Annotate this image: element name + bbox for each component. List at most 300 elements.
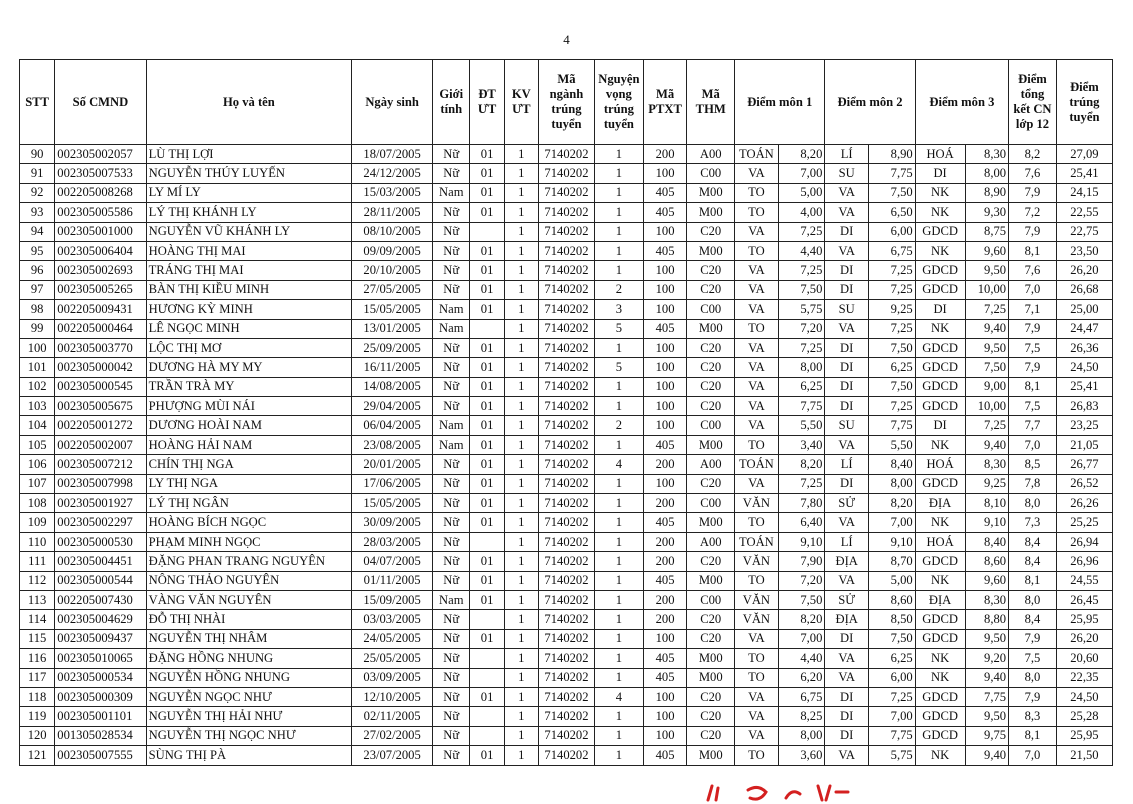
cell-stt: 90	[20, 145, 55, 164]
cell-priority-area: 1	[504, 552, 538, 571]
cell-major-code: 7140202	[538, 222, 594, 241]
cell-subject-1-name: TO	[735, 183, 779, 202]
cell-subject-2-name: VA	[825, 513, 869, 532]
cell-id-number: 002305002693	[55, 261, 146, 280]
header-subject-1-score: Điểm môn 1	[735, 60, 825, 145]
cell-subject-1-name: TO	[735, 668, 779, 687]
cell-wish-order: 1	[594, 552, 643, 571]
cell-subject-2-score: 6,00	[868, 222, 915, 241]
cell-full-name: TRẦN TRÀ MY	[146, 377, 352, 396]
cell-subject-2-score: 7,50	[868, 629, 915, 648]
cell-major-code: 7140202	[538, 649, 594, 668]
cell-admission-score: 22,75	[1056, 222, 1112, 241]
cell-id-number: 002205002007	[55, 435, 146, 454]
cell-major-code: 7140202	[538, 707, 594, 726]
cell-priority-group: 01	[470, 590, 504, 609]
cell-subject-2-name: VA	[825, 571, 869, 590]
cell-birth-date: 03/09/2005	[352, 668, 433, 687]
cell-subject-1-score: 7,00	[778, 629, 825, 648]
cell-priority-area: 1	[504, 649, 538, 668]
cell-subject-3-score: 9,75	[965, 726, 1009, 745]
cell-id-number: 002205000464	[55, 319, 146, 338]
table-row	[20, 164, 1113, 183]
table-row	[20, 397, 1113, 416]
cell-admission-score: 24,55	[1056, 571, 1112, 590]
cell-id-number: 002205001272	[55, 416, 146, 435]
cell-subject-1-name: VA	[735, 629, 779, 648]
cell-gender: Nam	[433, 183, 470, 202]
cell-stt: 113	[20, 590, 55, 609]
cell-subject-3-name: GDCD	[915, 552, 965, 571]
cell-stt: 105	[20, 435, 55, 454]
cell-admission-score: 20,60	[1056, 649, 1112, 668]
cell-id-number: 002305000534	[55, 668, 146, 687]
cell-wish-order: 1	[594, 649, 643, 668]
cell-full-name: HOÀNG HẢI NAM	[146, 435, 352, 454]
cell-subject-3-score: 8,90	[965, 183, 1009, 202]
cell-priority-group: 01	[470, 513, 504, 532]
cell-admission-score: 26,96	[1056, 552, 1112, 571]
cell-method-code: 100	[643, 416, 687, 435]
cell-subject-1-score: 7,50	[778, 590, 825, 609]
cell-subject-2-name: VA	[825, 203, 869, 222]
cell-priority-area: 1	[504, 203, 538, 222]
header-gender: Giới tính	[433, 60, 470, 145]
cell-priority-area: 1	[504, 610, 538, 629]
cell-admission-score: 23,50	[1056, 241, 1112, 260]
cell-priority-area: 1	[504, 319, 538, 338]
cell-subject-3-name: NK	[915, 319, 965, 338]
cell-gender: Nữ	[433, 377, 470, 396]
cell-full-name: LỘC THỊ MƠ	[146, 338, 352, 357]
cell-gender: Nữ	[433, 707, 470, 726]
cell-subject-1-score: 3,60	[778, 746, 825, 765]
cell-gender: Nữ	[433, 261, 470, 280]
cell-subject-group-code: M00	[687, 435, 735, 454]
cell-stt: 108	[20, 494, 55, 513]
cell-grade12-score: 8,1	[1009, 241, 1057, 260]
cell-stt: 91	[20, 164, 55, 183]
cell-method-code: 200	[643, 590, 687, 609]
cell-id-number: 002305005675	[55, 397, 146, 416]
cell-subject-1-score: 6,20	[778, 668, 825, 687]
cell-priority-group	[470, 532, 504, 551]
page-number: 4	[563, 32, 570, 47]
cell-wish-order: 1	[594, 145, 643, 164]
cell-stt: 118	[20, 687, 55, 706]
cell-priority-area: 1	[504, 222, 538, 241]
cell-subject-1-score: 3,40	[778, 435, 825, 454]
cell-method-code: 100	[643, 222, 687, 241]
cell-subject-1-score: 4,40	[778, 649, 825, 668]
cell-subject-1-score: 7,25	[778, 261, 825, 280]
cell-id-number: 002305003770	[55, 338, 146, 357]
cell-subject-3-name: GDCD	[915, 610, 965, 629]
cell-subject-1-score: 4,40	[778, 241, 825, 260]
cell-stt: 111	[20, 552, 55, 571]
cell-priority-group: 01	[470, 629, 504, 648]
header-subject-3-score: Điểm môn 3	[915, 60, 1008, 145]
cell-method-code: 100	[643, 687, 687, 706]
cell-wish-order: 5	[594, 319, 643, 338]
cell-full-name: PHẠM MINH NGỌC	[146, 532, 352, 551]
cell-wish-order: 3	[594, 300, 643, 319]
cell-full-name: TRÁNG THỊ MAI	[146, 261, 352, 280]
cell-subject-3-score: 7,25	[965, 416, 1009, 435]
cell-subject-1-score: 8,20	[778, 145, 825, 164]
cell-admission-score: 24,47	[1056, 319, 1112, 338]
cell-wish-order: 1	[594, 261, 643, 280]
cell-subject-3-score: 7,50	[965, 358, 1009, 377]
cell-subject-3-name: DI	[915, 416, 965, 435]
cell-subject-3-score: 10,00	[965, 397, 1009, 416]
cell-stt: 98	[20, 300, 55, 319]
cell-major-code: 7140202	[538, 590, 594, 609]
cell-grade12-score: 7,6	[1009, 164, 1057, 183]
cell-grade12-score: 8,0	[1009, 590, 1057, 609]
cell-full-name: NGUYỄN NGỌC NHƯ	[146, 687, 352, 706]
cell-subject-2-score: 7,25	[868, 397, 915, 416]
cell-priority-area: 1	[504, 571, 538, 590]
cell-birth-date: 15/05/2005	[352, 494, 433, 513]
cell-grade12-score: 7,5	[1009, 649, 1057, 668]
cell-subject-3-name: GDCD	[915, 397, 965, 416]
cell-subject-3-score: 8,10	[965, 494, 1009, 513]
cell-subject-2-score: 6,25	[868, 649, 915, 668]
cell-grade12-score: 7,0	[1009, 746, 1057, 765]
cell-subject-2-score: 6,00	[868, 668, 915, 687]
cell-subject-1-score: 7,25	[778, 222, 825, 241]
cell-major-code: 7140202	[538, 455, 594, 474]
cell-subject-1-name: TO	[735, 241, 779, 260]
cell-priority-group	[470, 707, 504, 726]
cell-full-name: BÀN THỊ KIỀU MINH	[146, 280, 352, 299]
cell-method-code: 100	[643, 164, 687, 183]
cell-subject-1-score: 7,80	[778, 494, 825, 513]
cell-priority-group	[470, 610, 504, 629]
cell-full-name: LÝ THỊ NGÂN	[146, 494, 352, 513]
cell-birth-date: 16/11/2005	[352, 358, 433, 377]
cell-wish-order: 2	[594, 280, 643, 299]
table-row	[20, 358, 1113, 377]
cell-full-name: VÀNG VĂN NGUYÊN	[146, 590, 352, 609]
cell-subject-1-score: 4,00	[778, 203, 825, 222]
cell-subject-3-name: GDCD	[915, 726, 965, 745]
cell-subject-3-score: 9,60	[965, 241, 1009, 260]
cell-birth-date: 28/03/2005	[352, 532, 433, 551]
cell-subject-1-score: 7,25	[778, 474, 825, 493]
cell-wish-order: 1	[594, 397, 643, 416]
cell-gender: Nữ	[433, 474, 470, 493]
cell-priority-area: 1	[504, 280, 538, 299]
cell-subject-3-name: GDCD	[915, 338, 965, 357]
cell-priority-group: 01	[470, 183, 504, 202]
cell-gender: Nữ	[433, 241, 470, 260]
cell-priority-area: 1	[504, 241, 538, 260]
cell-full-name: HOÀNG THỊ MAI	[146, 241, 352, 260]
cell-subject-2-score: 7,50	[868, 338, 915, 357]
cell-gender: Nam	[433, 590, 470, 609]
table-body	[20, 145, 1113, 766]
cell-method-code: 100	[643, 397, 687, 416]
cell-subject-3-name: HOÁ	[915, 532, 965, 551]
cell-subject-2-name: SU	[825, 416, 869, 435]
header-subject-group-code: Mã THM	[687, 60, 735, 145]
cell-subject-group-code: M00	[687, 241, 735, 260]
cell-wish-order: 1	[594, 377, 643, 396]
cell-gender: Nữ	[433, 649, 470, 668]
cell-major-code: 7140202	[538, 300, 594, 319]
cell-id-number: 002305002057	[55, 145, 146, 164]
cell-subject-3-name: NK	[915, 571, 965, 590]
cell-grade12-score: 8,2	[1009, 145, 1057, 164]
cell-subject-2-score: 7,25	[868, 261, 915, 280]
cell-subject-3-name: GDCD	[915, 280, 965, 299]
cell-gender: Nữ	[433, 629, 470, 648]
cell-priority-area: 1	[504, 513, 538, 532]
cell-birth-date: 23/07/2005	[352, 746, 433, 765]
cell-wish-order: 1	[594, 241, 643, 260]
cell-birth-date: 13/01/2005	[352, 319, 433, 338]
cell-id-number: 002305007998	[55, 474, 146, 493]
cell-priority-group: 01	[470, 300, 504, 319]
header-priority-group: ĐT ƯT	[470, 60, 504, 145]
cell-subject-1-name: VĂN	[735, 494, 779, 513]
cell-subject-3-score: 9,10	[965, 513, 1009, 532]
cell-priority-area: 1	[504, 590, 538, 609]
cell-major-code: 7140202	[538, 203, 594, 222]
cell-wish-order: 1	[594, 435, 643, 454]
cell-gender: Nữ	[433, 145, 470, 164]
table-row	[20, 203, 1113, 222]
cell-major-code: 7140202	[538, 241, 594, 260]
cell-gender: Nữ	[433, 358, 470, 377]
cell-stt: 114	[20, 610, 55, 629]
cell-birth-date: 02/11/2005	[352, 707, 433, 726]
cell-admission-score: 26,52	[1056, 474, 1112, 493]
cell-gender: Nữ	[433, 746, 470, 765]
cell-priority-group: 01	[470, 435, 504, 454]
cell-birth-date: 29/04/2005	[352, 397, 433, 416]
cell-subject-2-name: DI	[825, 261, 869, 280]
cell-stt: 104	[20, 416, 55, 435]
cell-id-number: 002305005265	[55, 280, 146, 299]
cell-subject-group-code: M00	[687, 183, 735, 202]
cell-grade12-score: 8,4	[1009, 532, 1057, 551]
cell-method-code: 100	[643, 280, 687, 299]
cell-priority-group	[470, 319, 504, 338]
header-priority-area: KV ƯT	[504, 60, 538, 145]
cell-method-code: 200	[643, 455, 687, 474]
cell-subject-3-name: NK	[915, 203, 965, 222]
cell-priority-area: 1	[504, 145, 538, 164]
cell-admission-score: 26,36	[1056, 338, 1112, 357]
cell-subject-1-score: 7,00	[778, 164, 825, 183]
cell-birth-date: 20/10/2005	[352, 261, 433, 280]
cell-subject-group-code: C20	[687, 358, 735, 377]
cell-major-code: 7140202	[538, 338, 594, 357]
cell-subject-1-score: 6,25	[778, 377, 825, 396]
cell-gender: Nữ	[433, 610, 470, 629]
cell-id-number: 002305005586	[55, 203, 146, 222]
cell-priority-area: 1	[504, 358, 538, 377]
cell-subject-1-name: VA	[735, 726, 779, 745]
cell-priority-area: 1	[504, 397, 538, 416]
cell-priority-group	[470, 222, 504, 241]
table-row	[20, 552, 1113, 571]
cell-subject-3-name: NK	[915, 668, 965, 687]
cell-subject-1-name: TOÁN	[735, 532, 779, 551]
table-header-row	[20, 60, 1113, 145]
cell-gender: Nữ	[433, 222, 470, 241]
cell-subject-1-name: VA	[735, 687, 779, 706]
cell-method-code: 100	[643, 261, 687, 280]
cell-subject-2-name: VA	[825, 241, 869, 260]
cell-subject-2-score: 6,50	[868, 203, 915, 222]
cell-subject-3-name: NK	[915, 183, 965, 202]
cell-grade12-score: 8,4	[1009, 610, 1057, 629]
cell-birth-date: 06/04/2005	[352, 416, 433, 435]
header-subject-2-score: Điểm môn 2	[825, 60, 915, 145]
cell-full-name: LY MÍ LY	[146, 183, 352, 202]
cell-subject-3-name: NK	[915, 513, 965, 532]
cell-wish-order: 1	[594, 203, 643, 222]
cell-priority-area: 1	[504, 707, 538, 726]
cell-major-code: 7140202	[538, 513, 594, 532]
cell-major-code: 7140202	[538, 397, 594, 416]
cell-admission-score: 25,95	[1056, 726, 1112, 745]
cell-admission-score: 26,94	[1056, 532, 1112, 551]
cell-subject-1-score: 7,90	[778, 552, 825, 571]
cell-grade12-score: 7,9	[1009, 319, 1057, 338]
cell-full-name: DƯƠNG HÀ MY MY	[146, 358, 352, 377]
cell-subject-group-code: M00	[687, 571, 735, 590]
cell-subject-1-score: 5,75	[778, 300, 825, 319]
cell-subject-1-name: TO	[735, 649, 779, 668]
cell-full-name: ĐỖ THỊ NHÀI	[146, 610, 352, 629]
cell-subject-1-name: VĂN	[735, 552, 779, 571]
cell-subject-2-name: DI	[825, 707, 869, 726]
cell-subject-2-score: 8,00	[868, 474, 915, 493]
cell-subject-3-score: 9,50	[965, 261, 1009, 280]
cell-wish-order: 5	[594, 358, 643, 377]
cell-subject-group-code: C00	[687, 590, 735, 609]
cell-admission-score: 26,20	[1056, 629, 1112, 648]
cell-stt: 97	[20, 280, 55, 299]
header-full-name: Họ và tên	[146, 60, 352, 145]
cell-subject-1-score: 7,50	[778, 280, 825, 299]
cell-full-name: HOÀNG BÍCH NGỌC	[146, 513, 352, 532]
cell-subject-2-name: ĐỊA	[825, 610, 869, 629]
cell-admission-score: 27,09	[1056, 145, 1112, 164]
cell-full-name: LÝ THỊ KHÁNH LY	[146, 203, 352, 222]
cell-subject-2-name: DI	[825, 280, 869, 299]
cell-subject-2-score: 8,60	[868, 590, 915, 609]
table-row	[20, 494, 1113, 513]
cell-subject-2-name: SU	[825, 300, 869, 319]
table-row	[20, 455, 1113, 474]
cell-id-number: 002305001000	[55, 222, 146, 241]
cell-subject-2-score: 6,75	[868, 241, 915, 260]
cell-birth-date: 15/05/2005	[352, 300, 433, 319]
cell-grade12-score: 7,1	[1009, 300, 1057, 319]
cell-priority-area: 1	[504, 726, 538, 745]
cell-grade12-score: 7,9	[1009, 687, 1057, 706]
cell-grade12-score: 8,1	[1009, 571, 1057, 590]
cell-subject-3-name: GDCD	[915, 629, 965, 648]
cell-subject-group-code: C20	[687, 726, 735, 745]
cell-priority-group: 01	[470, 746, 504, 765]
cell-grade12-score: 8,0	[1009, 668, 1057, 687]
table-row	[20, 319, 1113, 338]
cell-wish-order: 1	[594, 571, 643, 590]
cell-admission-score: 25,25	[1056, 513, 1112, 532]
cell-subject-group-code: C00	[687, 494, 735, 513]
cell-subject-2-score: 7,25	[868, 280, 915, 299]
cell-method-code: 405	[643, 668, 687, 687]
cell-major-code: 7140202	[538, 164, 594, 183]
cell-subject-2-name: DI	[825, 358, 869, 377]
cell-wish-order: 1	[594, 494, 643, 513]
cell-subject-group-code: C00	[687, 416, 735, 435]
cell-id-number: 002305000530	[55, 532, 146, 551]
cell-id-number: 002305007533	[55, 164, 146, 183]
cell-admission-score: 26,77	[1056, 455, 1112, 474]
cell-birth-date: 09/09/2005	[352, 241, 433, 260]
cell-method-code: 100	[643, 358, 687, 377]
cell-grade12-score: 7,6	[1009, 261, 1057, 280]
cell-method-code: 405	[643, 435, 687, 454]
table-row	[20, 145, 1113, 164]
cell-subject-2-score: 9,25	[868, 300, 915, 319]
cell-admission-score: 24,15	[1056, 183, 1112, 202]
table-row	[20, 610, 1113, 629]
cell-subject-2-name: DI	[825, 377, 869, 396]
cell-gender: Nữ	[433, 513, 470, 532]
cell-major-code: 7140202	[538, 377, 594, 396]
cell-subject-2-name: VA	[825, 649, 869, 668]
cell-gender: Nữ	[433, 571, 470, 590]
cell-stt: 117	[20, 668, 55, 687]
cell-admission-score: 25,41	[1056, 164, 1112, 183]
cell-subject-1-name: VA	[735, 397, 779, 416]
cell-subject-1-score: 9,10	[778, 532, 825, 551]
cell-stt: 95	[20, 241, 55, 260]
cell-subject-3-score: 9,50	[965, 338, 1009, 357]
cell-subject-1-name: VA	[735, 300, 779, 319]
cell-subject-3-score: 8,00	[965, 164, 1009, 183]
cell-admission-score: 25,00	[1056, 300, 1112, 319]
cell-gender: Nữ	[433, 280, 470, 299]
cell-subject-group-code: C20	[687, 610, 735, 629]
table-row	[20, 668, 1113, 687]
table-row	[20, 629, 1113, 648]
cell-gender: Nữ	[433, 338, 470, 357]
admission-results-table	[19, 59, 1113, 766]
cell-subject-group-code: M00	[687, 649, 735, 668]
cell-subject-3-score: 9,00	[965, 377, 1009, 396]
cell-full-name: NGUYỄN THỊ HẢI NHƯ	[146, 707, 352, 726]
table-row	[20, 590, 1113, 609]
cell-subject-3-name: NK	[915, 241, 965, 260]
cell-priority-group: 01	[470, 203, 504, 222]
cell-full-name: LY THỊ NGA	[146, 474, 352, 493]
cell-subject-3-score: 9,40	[965, 319, 1009, 338]
cell-subject-3-name: GDCD	[915, 474, 965, 493]
cell-subject-group-code: C20	[687, 629, 735, 648]
cell-subject-2-score: 5,75	[868, 746, 915, 765]
cell-full-name: LÊ NGỌC MINH	[146, 319, 352, 338]
